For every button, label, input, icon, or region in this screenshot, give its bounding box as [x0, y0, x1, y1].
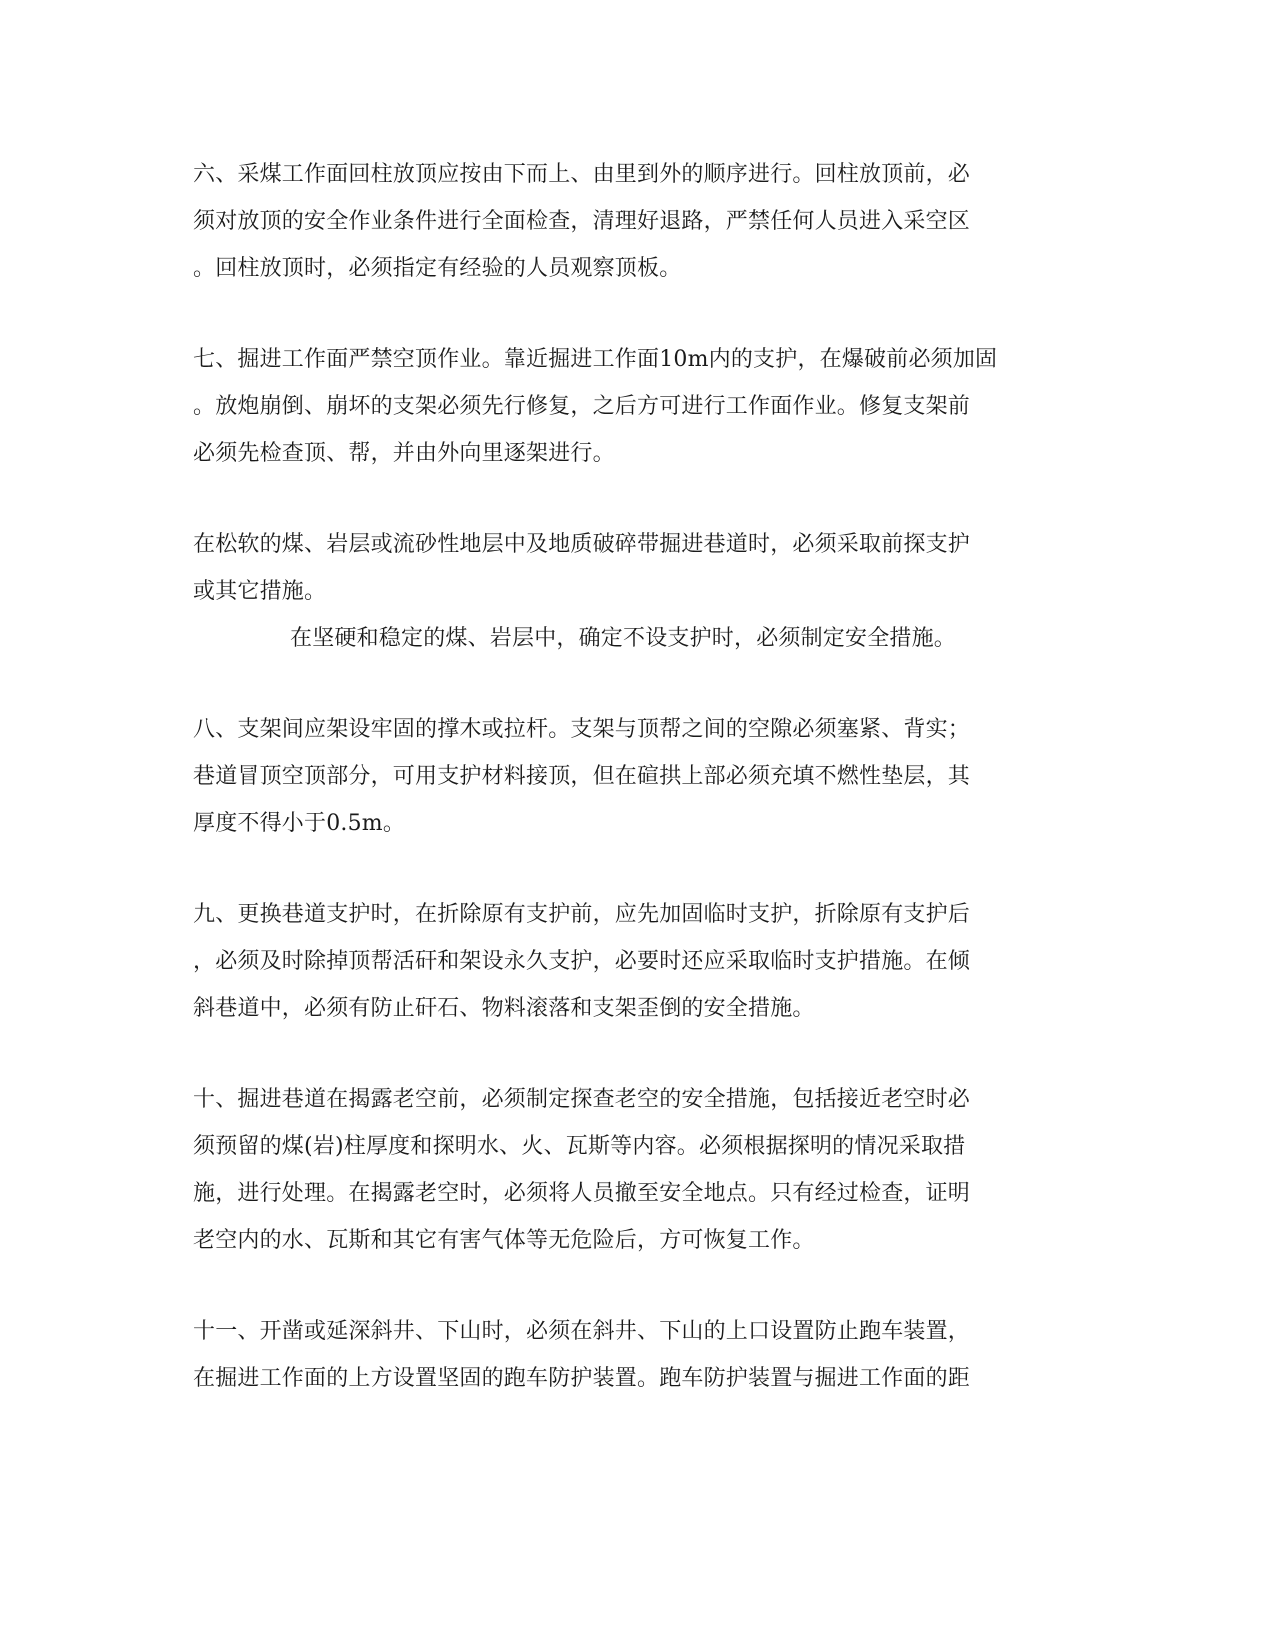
text-line: 厚度不得小于0.5m。 — [193, 811, 406, 836]
text-line: 老空内的水、瓦斯和其它有害气体等无危险后，方可恢复工作。 — [193, 1228, 815, 1253]
text-line: 。回柱放顶时，必须指定有经验的人员观察顶板。 — [193, 256, 682, 281]
text-line: 十一、开凿或延深斜井、下山时，必须在斜井、下山的上口设置防止跑车装置， — [193, 1319, 971, 1344]
text-line: 须预留的煤(岩)柱厚度和探明水、火、瓦斯等内容。必须根据探明的情况采取措 — [193, 1134, 966, 1159]
text-line: ，必须及时除掉顶帮活矸和架设永久支护，必要时还应采取临时支护措施。在倾 — [193, 949, 971, 974]
text-line: 施，进行处理。在揭露老空时，必须将人员撤至安全地点。只有经过检查，证明 — [193, 1181, 971, 1206]
text-line: 必须先检查顶、帮，并由外向里逐架进行。 — [193, 441, 615, 466]
text-line: 九、更换巷道支护时，在折除原有支护前，应先加固临时支护，折除原有支护后 — [193, 902, 971, 927]
text-line: 六、采煤工作面回柱放顶应按由下而上、由里到外的顺序进行。回柱放顶前，必 — [193, 162, 971, 187]
text-line: 须对放顶的安全作业条件进行全面检查，清理好退路，严禁任何人员进入采空区 — [193, 209, 971, 234]
text-line: 巷道冒顶空顶部分，可用支护材料接顶，但在碹拱上部必须充填不燃性垫层，其 — [193, 764, 971, 789]
text-line: 斜巷道中，必须有防止矸石、物料滚落和支架歪倒的安全措施。 — [193, 996, 815, 1021]
text-line: 在坚硬和稳定的煤、岩层中，确定不设支护时，必须制定安全措施。 — [290, 626, 957, 651]
text-line: 或其它措施。 — [193, 579, 327, 604]
text-line: 在掘进工作面的上方设置坚固的跑车防护装置。跑车防护装置与掘进工作面的距 — [193, 1366, 971, 1391]
text-line: 十、掘进巷道在揭露老空前，必须制定探查老空的安全措施，包括接近老空时必 — [193, 1087, 971, 1112]
text-line: 。放炮崩倒、崩坏的支架必须先行修复，之后方可进行工作面作业。修复支架前 — [193, 394, 971, 419]
text-line: 七、掘进工作面严禁空顶作业。靠近掘进工作面10m内的支护，在爆破前必须加固 — [193, 347, 998, 372]
text-line: 八、支架间应架设牢固的撑木或拉杆。支架与顶帮之间的空隙必须塞紧、背实； — [193, 717, 971, 742]
text-line: 在松软的煤、岩层或流砂性地层中及地质破碎带掘进巷道时，必须采取前探支护 — [193, 532, 971, 557]
